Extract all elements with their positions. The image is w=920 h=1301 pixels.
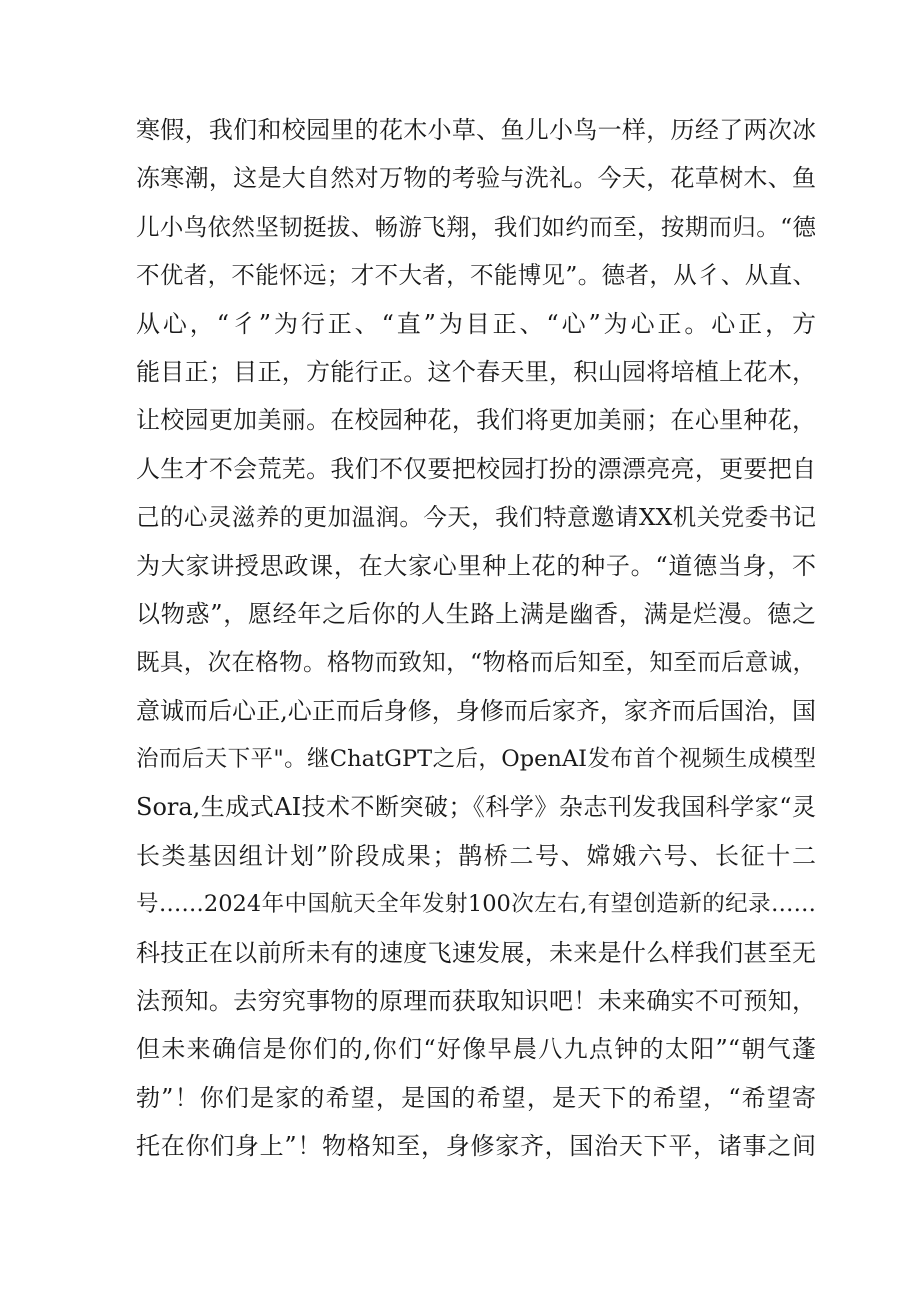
text-line: 人生才不会荒芜。我们不仅要把校园打扮的漂漂亮亮，更要把自	[136, 454, 816, 483]
text-line: 冻寒潮，这是大自然对万物的考验与洗礼。今天，花草树木、鱼	[136, 164, 816, 193]
text-line: 长类基因组计划”阶段成果；鹊桥二号、嫦娥六号、长征十二	[136, 841, 816, 870]
text-line: 科技正在以前所未有的速度飞速发展，未来是什么样我们甚至无	[136, 938, 816, 967]
text-line: 从心，“彳”为行正、“直”为目正、“心”为心正。心正，方	[136, 309, 816, 338]
text-line: 让校园更加美丽。在校园种花，我们将更加美丽；在心里种花，	[136, 406, 816, 435]
text-line: 号……2024年中国航天全年发射100次左右,有望创造新的纪录……	[136, 891, 816, 918]
text-line: 以物惑”，愿经年之后你的人生路上满是幽香，满是烂漫。德之	[136, 599, 816, 628]
text-line: 己的心灵滋养的更加温润。今天，我们特意邀请XX机关党委书记	[136, 503, 816, 532]
text-line: 托在你们身上”！物格知至，身修家齐，国治天下平，诸事之间	[136, 1132, 816, 1161]
text-line: 寒假，我们和校园里的花木小草、鱼儿小鸟一样，历经了两次冰	[136, 116, 816, 144]
text-line: Sora,生成式AI技术不断突破；《科学》杂志刊发我国科学家“灵	[136, 793, 816, 822]
text-line: 既具，次在格物。格物而致知，“物格而后知至，知至而后意诚，	[136, 648, 816, 677]
text-line: 法预知。去穷究事物的原理而获取知识吧！未来确实不可预知，	[136, 987, 816, 1016]
text-line: 为大家讲授思政课，在大家心里种上花的种子。“道德当身，不	[136, 551, 816, 580]
text-line: 意诚而后心正,心正而后身修，身修而后家齐，家齐而后国治，国	[136, 696, 816, 725]
text-line: 不优者，不能怀远；才不大者，不能博见”。德者，从彳、从直、	[136, 261, 816, 290]
text-line: 能目正；目正，方能行正。这个春天里，积山园将培植上花木，	[136, 357, 816, 386]
text-line: 但未来确信是你们的,你们“好像早晨八九点钟的太阳”“朝气蓬	[136, 1035, 816, 1064]
text-line: 儿小鸟依然坚韧挺拔、畅游飞翔，我们如约而至，按期而归。“德	[136, 212, 816, 241]
body-text	[136, 106, 816, 1171]
text-line: 治而后天下平"。继ChatGPT之后，OpenAI发布首个视频生成模型	[136, 746, 816, 773]
text-line: 勃”！你们是家的希望，是国的希望，是天下的希望，“希望寄	[136, 1083, 816, 1112]
